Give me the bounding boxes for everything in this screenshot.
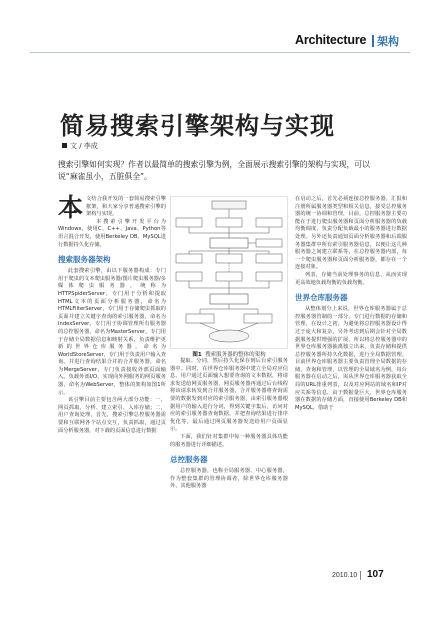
figure-caption-text: 搜索服务器的整体的架构 — [205, 352, 266, 358]
paragraph: 列表，存储当前处理事务的信息，从而实现更高效地负载均衡的负载均衡。 — [295, 271, 407, 286]
paragraph: 本搜索引擎开发平台为Windows，使用C、C++、Java、Python等语言混合开发，使用Berkeley DB、MySQL进行数据持久化存储。 — [58, 218, 166, 248]
paragraph: 该引擎目前主要包含两大部分功能：一，网页抓取、分析、建立索引、入库存储；二，用户查询处理，首先，搜索引擎总控服务器需要和互联网各个站点交互，负责抓取，通过页面分析服务器，对下载的页面信息进行数据 — [58, 397, 166, 434]
paragraph: 此套搜索引擎，由以下服务器构成：专门用于爬虫的文本爬虫服务器/图片爬虫服务器/多媒体爬虫服务器，统称为HTTPSpiderServer，专门用于分析和提取HTML文本的页面分析服务器，命名为HTMLFilterServer，专门用于存储爬虫抓取的页面并建立关键字查询的索引服务器，命名为IndexServer，专门用于协调管理所有服务器的总控服务器，命名为MasterServer，专门用于存储全局数据信息和映射关系，负责维护更新的世界仓库服务器，命名为WorldStoreServer，专门用于负责用户输入查询，并进行查询结果合并的合并服务器，命名为MergeServer，专门负责接收外部页面输入，负载外部I/O，实现向外网服务的网页服务器，命名为WebServer，整体的架构如图1所示。 — [58, 268, 166, 396]
figure-number: 图1 — [192, 352, 202, 358]
drop-cap: 本 — [58, 193, 84, 222]
section-heading: 搜索服务器架构 — [58, 255, 111, 265]
architecture-diagram — [170, 196, 288, 349]
paragraph: 总控服务器，也称全局服务器、中心服务器，作为整套集群的管理协调者，除世界仓库服务器外，其他服务器 — [170, 468, 288, 490]
column-left — [58, 193, 166, 435]
section-heading: 世界仓库服务器 — [295, 293, 348, 303]
paragraph: 下面，我们针对集群中每一种服务器具体功能的服务器进行详细描述。 — [170, 433, 288, 448]
section-label-english: Architecture — [295, 33, 367, 47]
column-middle — [170, 358, 288, 491]
paragraph: 提取、分词，然后持久化保存到后台索引服务器中。同时，在世界仓库服务器中建立全局对应信息。用户通过页面输入想要查询的文本数据，将请求发送给网页服务器，网页服务器再通过后台线程将该请求转发到合并服务器，合并服务器将查询需要的数据发到对应的索引服务器，由索引服务器根据用户的输入进行分词，得到关键字集后，访问对应的索引服务器查询数据，并把查询结果进行排序优化等，最后通过网页服务器发送给用户页面显示。 — [170, 358, 288, 433]
paragraph: 在启动之后，首先必须连接总控服务器，汇报和注册所属服务器类型和相关信息，接受总控服务器的统一协调和管理，目前，总控服务器主要功能在于进行爬虫服务器和页面分析服务器的负载均衡调度，负责分配负载最小的服务器进行数据处理。另外还负责通知页面分析服务器和后端服务器集群中所有索引服务器信息，以便让这几种服务器之间建立联系等，在总控服务器内部，每一个爬虫服务器和页面分析服务器，都存在一个连接对象。 — [295, 196, 407, 271]
issue-date: 2010.10 — [332, 572, 358, 579]
byline-text: 文 / 李成 — [70, 142, 98, 150]
figure-caption — [170, 350, 288, 358]
section-label-chinese: 架构 — [377, 35, 399, 48]
paragraph: 从整体划分上来说，世界仓库服务器属于总控服务器管制的一部分，专门进行数据的存储和管理，在设计之初，为避免将总控服务器设计得过于庞大和复杂，另外考虑到后期会针对全局数据服务提供增强的扩展，所以将总控服务器中的世界仓库服务器抽离独立出来，负责存储和提供总控服务器所持久化数据，进行全局数据管理。目前世界仓库服务器主要负责管理全局数据的存储、查询和管理，以管理的全局域名为例，每台服务器在启动之后，需从世界仓库服务器获取全局的URL排重列表，以及对应网站的域名和IP对应关系等信息，由于数据量巨大，世界仓库服务器在数据的存储方面，直接使用Berkeley DB和MySQL，借助于 — [295, 306, 407, 411]
article-lead: 搜索引擎如何实现？作者以最简单的搜索引擎为例，全面展示搜索引擎的架构与实现，可以说“麻雀虽小，五脏俱全”。 — [58, 160, 370, 181]
article-byline — [62, 141, 98, 151]
column-right — [295, 196, 407, 412]
section-divider — [372, 35, 374, 47]
section-heading: 总控服务器 — [170, 455, 208, 465]
byline-square-icon — [62, 143, 67, 148]
header-rule — [30, 52, 410, 53]
footer-divider — [360, 571, 361, 580]
paragraph: 文结合我开发的一套简易搜索引擎框架，和大家分享普通搜索引擎的架构与实现。 — [86, 196, 166, 218]
article-title: 简易搜索引擎架构与实现 — [60, 111, 335, 140]
page-number: 107 — [367, 569, 384, 580]
